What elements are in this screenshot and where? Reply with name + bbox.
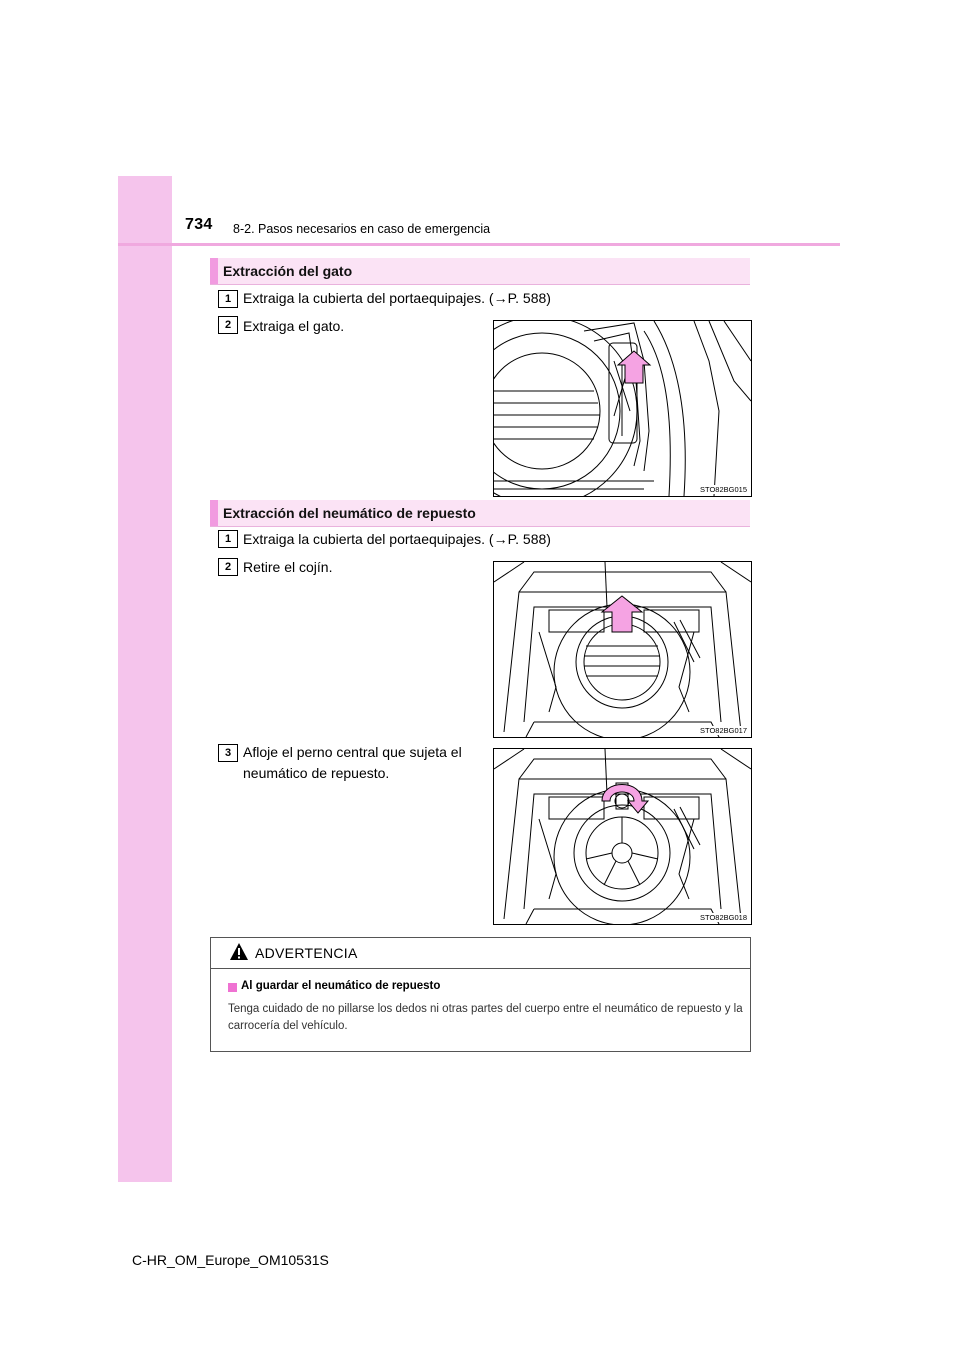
- section-heading-jack: [210, 258, 750, 285]
- warning-body: Tenga cuidado de no pillarse los dedos ni otras partes del cuerpo entre el neumático de repuesto y la carrocería del vehículo.: [228, 1003, 743, 1032]
- figure-jack-removal: [493, 320, 752, 497]
- section-heading-spare-tire: [210, 500, 750, 527]
- figure-code: STO82BG018: [700, 913, 747, 922]
- warning-subtitle: Al guardar el neumático de repuesto: [241, 980, 441, 992]
- section-accent: [210, 258, 218, 284]
- bolt-illustration: [494, 749, 751, 924]
- bullet-square-icon: [228, 983, 237, 992]
- jack-illustration: [494, 321, 751, 496]
- step-number: 3: [218, 744, 238, 762]
- section-title: Extracción del gato: [223, 263, 353, 279]
- step-text: Retire el cojín.: [243, 559, 333, 575]
- step-number: 2: [218, 316, 238, 334]
- page-number: 734: [185, 216, 213, 233]
- step-text: Extraiga la cubierta del portaequipajes. (→P. 588): [243, 531, 551, 547]
- warning-title: ADVERTENCIA: [255, 945, 358, 961]
- step-number: 2: [218, 558, 238, 576]
- warning-box: [210, 937, 751, 1052]
- header-rule: [118, 243, 840, 246]
- section-accent: [210, 500, 218, 526]
- step-text: Extraiga el gato.: [243, 318, 345, 334]
- footer-doc-code: C-HR_OM_Europe_OM10531S: [132, 1252, 329, 1268]
- figure-code: STO82BG015: [700, 485, 747, 494]
- step-number: 1: [218, 530, 238, 548]
- chapter-title: 8-2. Pasos necesarios en caso de emergencia: [233, 222, 491, 236]
- cushion-illustration: [494, 562, 751, 737]
- warning-triangle-icon: [229, 942, 249, 961]
- side-tab-strip: [118, 176, 172, 1182]
- figure-code: STO82BG017: [700, 726, 747, 735]
- warning-header: [211, 938, 750, 969]
- section-title: Extracción del neumático de repuesto: [223, 505, 476, 521]
- step-number: 1: [218, 290, 238, 308]
- step-text: Afloje el perno central que sujeta el neumático de repuesto.: [243, 744, 462, 781]
- step-text: Extraiga la cubierta del portaequipajes. (→P. 588): [243, 290, 551, 306]
- figure-remove-cushion: [493, 561, 752, 738]
- figure-loosen-bolt: [493, 748, 752, 925]
